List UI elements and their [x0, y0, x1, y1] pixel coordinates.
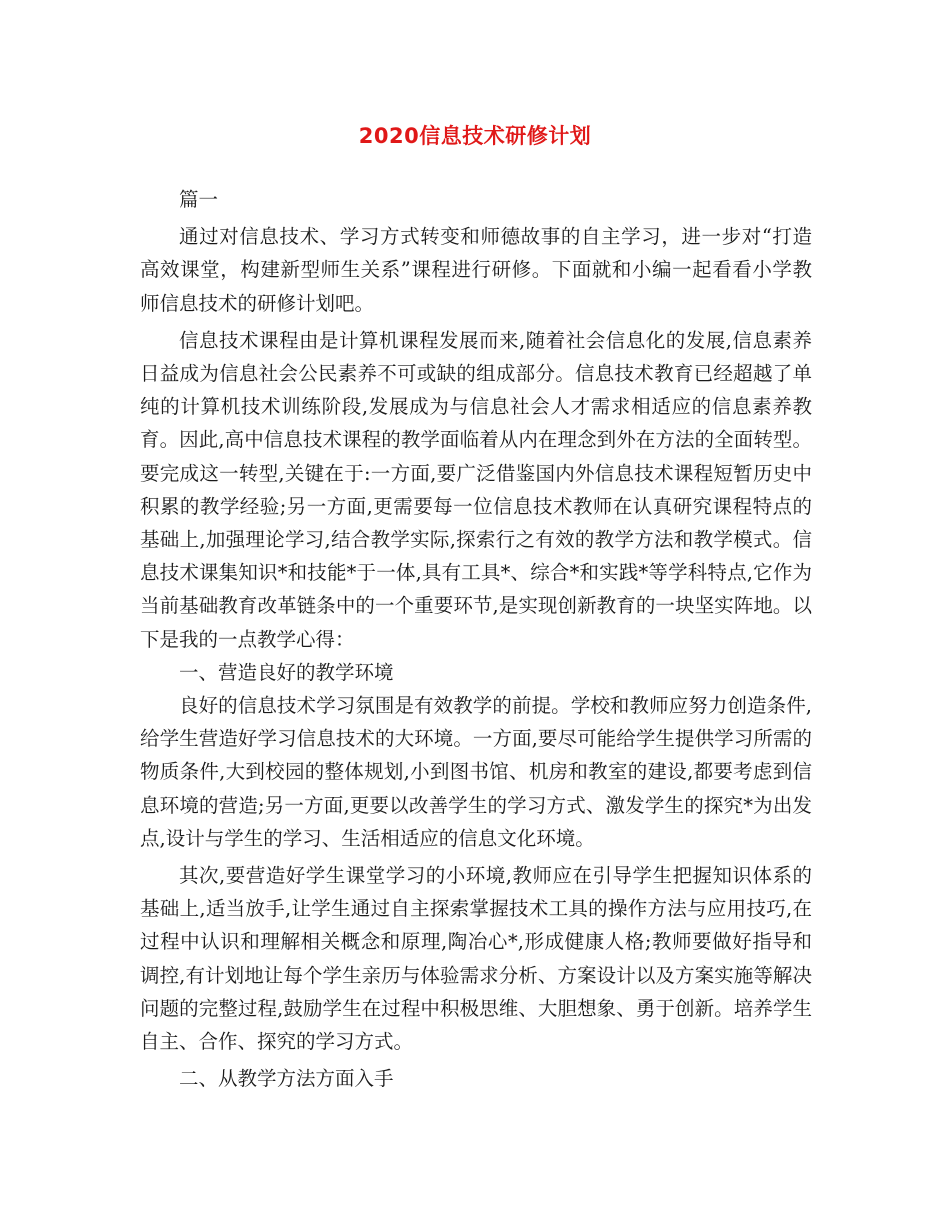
section-heading-2: 二、从教学方法方面入手	[179, 1067, 394, 1091]
paragraph-intro: 通过对信息技术、学习方式转变和师德故事的自主学习，进一步对“打造高效课堂，构建新型师生关系”课程进行研修。下面就和小编一起看看小学教师信息技术的研修计划吧。	[140, 225, 812, 315]
section-heading-1: 一、营造良好的教学环境	[179, 660, 394, 684]
paragraph-environment: 良好的信息技术学习氛围是有效教学的前提。学校和教师应努力创造条件,给学生营造好学习信息技术的大环境。一方面,要尽可能给学生提供学习所需的物质条件,大到校园的整体规划,小到图书馆、机房和教室的建设,都要考虑到信息环境的营造;另一方面,更要以改善学生的学习方式、激发学生的探究*为出发点,设计与学生的学习、生活相适应的信息文化环境。	[140, 694, 812, 850]
paragraph-classroom: 其次,要营造好学生课堂学习的小环境,教师应在引导学生把握知识体系的基础上,适当放手,让学生通过自主探索掌握技术工具的操作方法与应用技巧,在过程中认识和理解相关概念和原理,陶冶心*,形成健康人格;教师要做好指导和调控,有计划地让每个学生亲历与体验需求分析、方案设计以及方案实施等解决问题的完整过程,鼓励学生在过程中积极思维、大胆想象、勇于创新。培养学生自主、合作、探究的学习方式。	[140, 864, 812, 1054]
document-title: 2020信息技术研修计划	[358, 124, 592, 148]
paragraph-background: 信息技术课程由是计算机课程发展而来,随着社会信息化的发展,信息素养日益成为信息社会公民素养不可或缺的组成部分。信息技术教育已经超越了单纯的计算机技术训练阶段,发展成为与信息社会人才需求相适应的信息素养教育。因此,高中信息技术课程的教学面临着从内在理念到外在方法的全面转型。要完成这一转型,关键在于:一方面,要广泛借鉴国内外信息技术课程短暂历史中积累的教学经验;另一方面,更需要每一位信息技术教师在认真研究课程特点的基础上,加强理论学习,结合教学实际,探索行之有效的教学方法和教学模式。信息技术课集知识*和技能*于一体,具有工具*、综合*和实践*等学科特点,它作为当前基础教育改革链条中的一个重要环节,是实现创新教育的一块坚实阵地。以下是我的一点教学心得：	[140, 328, 812, 651]
section-label: 篇一	[179, 188, 219, 211]
document-body	[140, 183, 812, 1095]
